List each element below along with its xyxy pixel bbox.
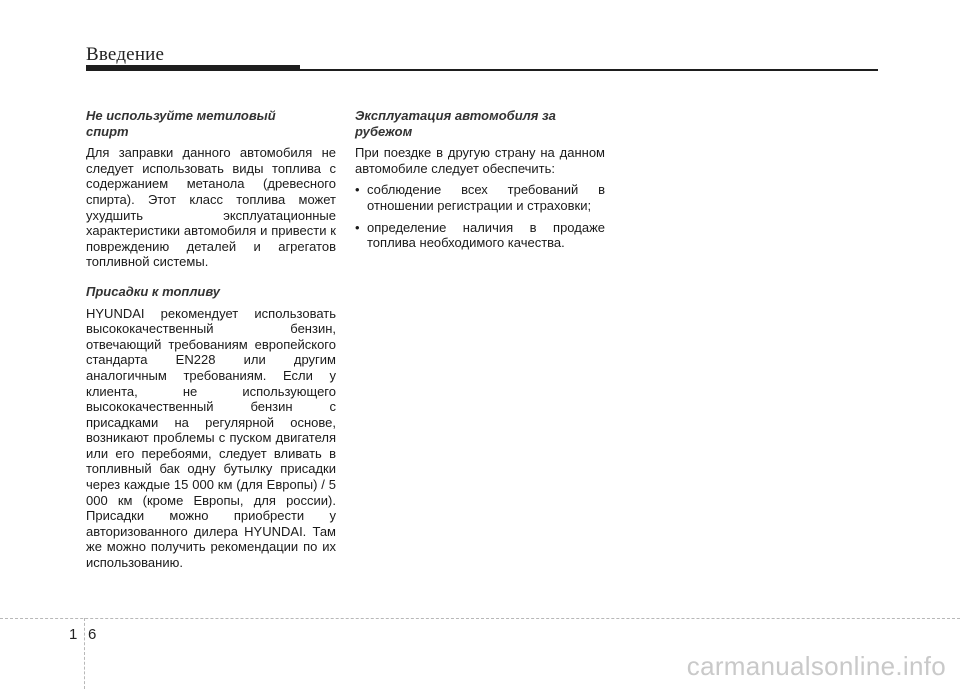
section-title-abroad — [355, 108, 605, 139]
additives-paragraph: HYUNDAI рекомендует использовать высококачественный бензин, отвечающий требованиям европейского стандарта EN228 или другим аналогичным требованиям. Если у клиента, не использующего высококачественный бензин с присадками на регулярной основе, возникают проблемы с пуском двигателя или его перебоями, следует вливать в топливный бак одну бутылку присадки через каждые 15 000 км (для Европы) / 5 000 км (кроме Европы, для россии). Присадки можно приобрести у авторизованного дилера HYUNDAI. Там же можно получить рекомендации по их использованию. — [86, 305, 336, 571]
section-title-methanol-line1: Не используйте метиловый — [86, 108, 276, 123]
watermark: carmanualsonline.info — [686, 651, 946, 681]
bullet-dot-icon: • — [355, 219, 360, 235]
list-item — [355, 220, 605, 251]
section-title-abroad-line2: рубежом — [355, 123, 413, 139]
header-rule-thick — [86, 65, 300, 71]
list-item-text: определение наличия в продаже топлива необходимого качества. — [367, 219, 605, 251]
right-column — [355, 108, 605, 257]
methanol-paragraph: Для заправки данного автомобиля не следует использовать виды топлива с содержанием метанола (древесного спирта). Этот класс топлива может ухудшить эксплуатационные характеристики автомобиля и привести к повреждению деталей и агрегатов топливной системы. — [86, 145, 336, 270]
section-title-methanol — [86, 108, 336, 139]
section-title-abroad-line1: Эксплуатация автомобиля за — [355, 108, 556, 123]
left-column — [86, 108, 336, 585]
list-item — [355, 182, 605, 213]
page-number: 6 — [88, 626, 97, 643]
footer-vertical-divider — [84, 618, 85, 689]
section-title-methanol-line2: спирт — [86, 123, 129, 139]
list-item-text: соблюдение всех требований в отношении регистрации и страховки; — [367, 182, 605, 213]
section-title-additives: Присадки к топливу — [86, 283, 220, 299]
bullet-dot-icon: • — [355, 182, 360, 198]
abroad-intro-paragraph: При поездке в другую страну на данном автомобиле следует обеспечить: — [355, 145, 605, 176]
chapter-number: 1 — [69, 626, 78, 643]
header-rule-thin — [300, 69, 878, 71]
footer-divider — [0, 618, 960, 619]
page-header-title: Введение — [86, 44, 165, 65]
abroad-bullet-list — [355, 182, 605, 250]
